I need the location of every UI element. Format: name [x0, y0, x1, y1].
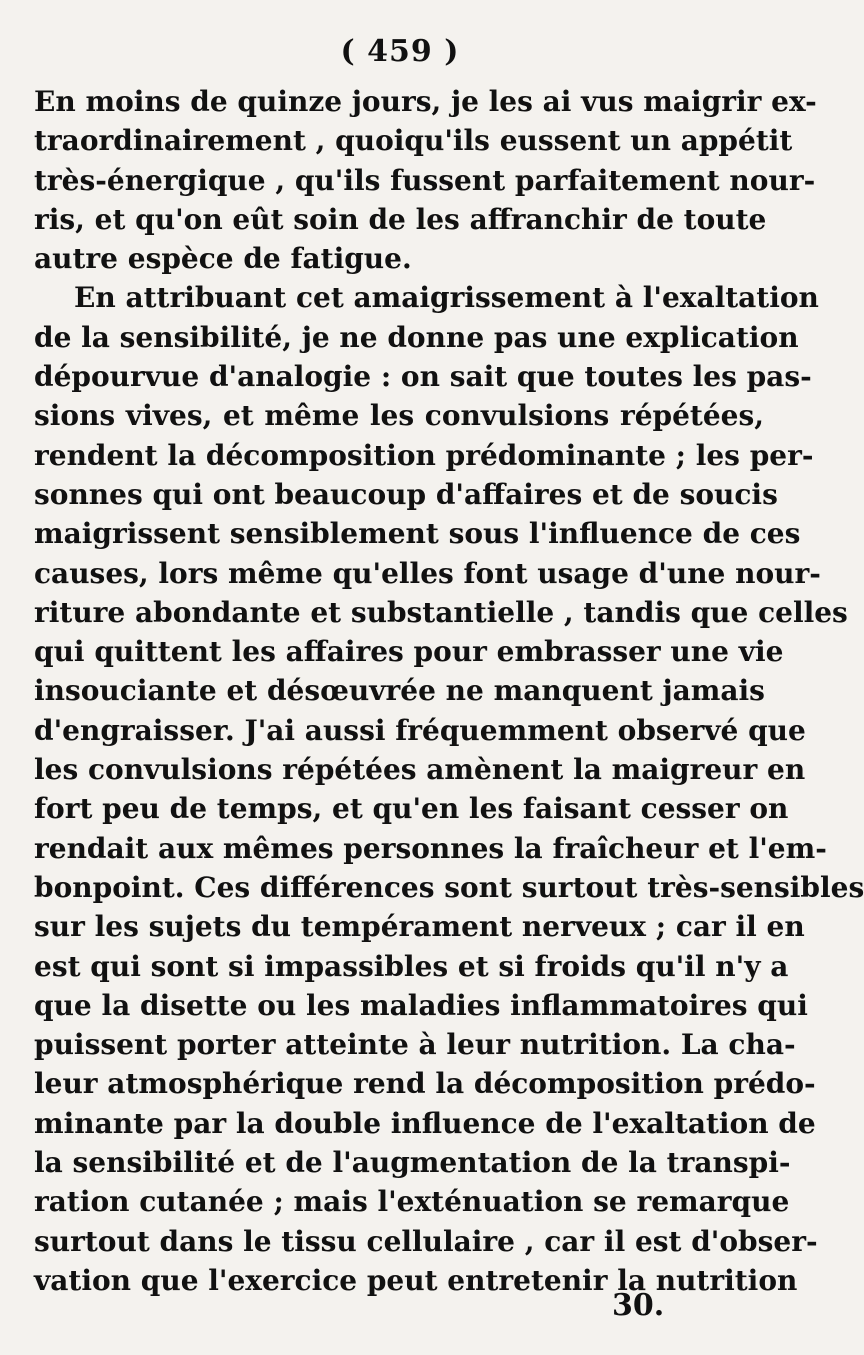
text-line: d'engraisser. J'ai aussi fréquemment observé que	[34, 713, 806, 747]
text-line: les convulsions répétées amènent la maigreur en	[34, 753, 806, 787]
text-line: qui quittent les affaires pour embrasser une vie	[34, 635, 784, 669]
text-line: ration cutanée ; mais l'exténuation se remarque	[34, 1185, 790, 1219]
text-line: sions vives, et même les convulsions répétées,	[34, 399, 764, 433]
text-line: surtout dans le tissu cellulaire , car il est d'obser-	[34, 1224, 818, 1258]
text-line: est qui sont si impassibles et si froids qu'il n'y a	[34, 949, 789, 983]
text-line: rendait aux mêmes personnes la fraîcheur et l'em-	[34, 831, 827, 865]
text-line: vation que l'exercice peut entretenir la nutrition	[34, 1263, 798, 1297]
signature-mark: 30.	[612, 1288, 665, 1323]
text-line: En moins de quinze jours, je les ai vus maigrir ex-	[34, 85, 817, 118]
text-line: la sensibilité et de l'augmentation de la transpi-	[34, 1146, 791, 1180]
text-line: leur atmosphérique rend la décomposition prédo-	[34, 1067, 816, 1101]
text-line: puissent porter atteinte à leur nutrition. La cha-	[34, 1028, 796, 1062]
text-line: fort peu de temps, et qu'en les faisant cesser on	[34, 792, 789, 826]
text-line: rendent la décomposition prédominante ; les per-	[34, 438, 814, 472]
text-line: de la sensibilité, je ne donne pas une explication	[34, 320, 799, 354]
text-line: maigrissent sensiblement sous l'influence de ces	[34, 517, 801, 551]
body-text	[34, 82, 864, 1300]
text-line: minante par la double influence de l'exaltation de	[34, 1106, 816, 1140]
text-line: sonnes qui ont beaucoup d'affaires et de soucis	[34, 477, 778, 511]
text-line: dépourvue d'analogie : on sait que toutes les pas-	[34, 360, 812, 394]
text-line: causes, lors même qu'elles font usage d'une nour-	[34, 556, 821, 590]
text-line: bonpoint. Ces différences sont surtout très-sensibles	[34, 870, 864, 904]
text-line: riture abondante et substantielle , tandis que celles	[34, 595, 848, 629]
page-number: ( 459 )	[340, 34, 460, 69]
text-line: sur les sujets du tempérament nerveux ; car il en	[34, 910, 805, 944]
text-line: ris, et qu'on eût soin de les affranchir de toute	[34, 202, 767, 236]
text-line: que la disette ou les maladies inflammatoires qui	[34, 988, 808, 1022]
text-line: autre espèce de fatigue.	[34, 242, 412, 276]
text-line: traordinairement , quoiqu'ils eussent un appétit	[34, 124, 793, 158]
text-line: très-énergique , qu'ils fussent parfaitement nour-	[34, 163, 816, 197]
text-line: insouciante et désœuvrée ne manquent jamais	[34, 674, 765, 708]
text-line: En attribuant cet amaigrissement à l'exaltation	[74, 281, 819, 315]
